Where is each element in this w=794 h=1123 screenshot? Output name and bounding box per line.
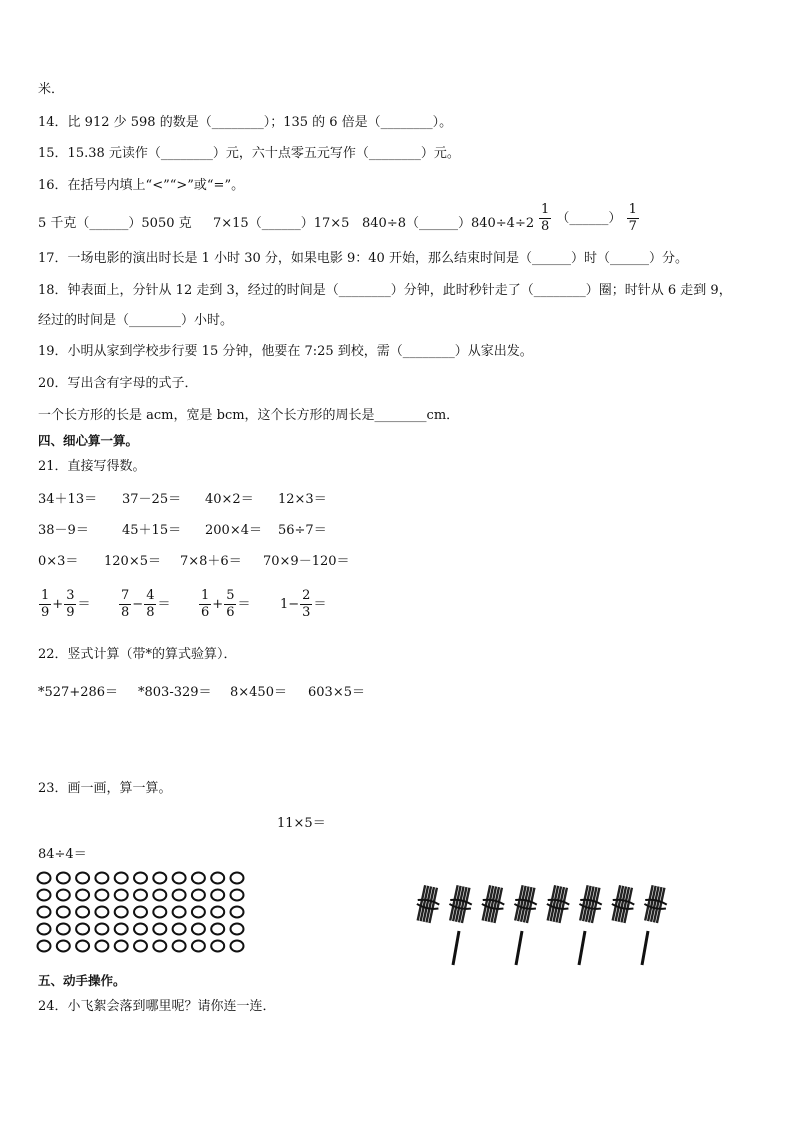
oval xyxy=(192,924,205,935)
operand: 1− xyxy=(280,597,300,612)
q16-item-2: 7×15（______）17×5 xyxy=(213,216,350,231)
denominator: 9 xyxy=(41,605,50,620)
q21-item: 7×8＋6＝ xyxy=(180,554,242,569)
line-continuation: 米． xyxy=(38,82,65,97)
oval xyxy=(192,907,205,918)
oval xyxy=(231,924,244,935)
oval xyxy=(173,907,186,918)
q22-item-4: 603×5＝ xyxy=(308,685,365,700)
oval xyxy=(57,873,70,884)
q23-left-expression: 84÷4＝ xyxy=(38,847,87,862)
oval xyxy=(211,924,224,935)
q21-item: 0×3＝ xyxy=(38,554,79,569)
q22-item-2: *803-329＝ xyxy=(138,685,212,700)
denominator: 6 xyxy=(201,605,210,620)
denominator: 8 xyxy=(541,219,550,234)
oval xyxy=(153,907,166,918)
fraction xyxy=(64,588,76,621)
q21-item: 34＋13＝ xyxy=(38,492,98,507)
question-22: 22．竖式计算（带*的算式验算）． xyxy=(38,647,237,662)
oval xyxy=(57,907,70,918)
question-23: 23．画一画，算一算。 xyxy=(38,781,172,796)
oval xyxy=(134,873,147,884)
numerator: 5 xyxy=(226,588,235,603)
oval xyxy=(153,941,166,952)
loose-stick xyxy=(642,931,648,965)
q21-item: 70×9－120＝ xyxy=(263,554,350,569)
oval xyxy=(173,873,186,884)
oval xyxy=(95,907,108,918)
question-14: 14．比 912 少 598 的数是（________）；135 的 6 倍是（________）。 xyxy=(38,115,453,130)
denominator: 6 xyxy=(226,605,235,620)
q21-fraction-1 xyxy=(38,588,90,621)
fraction xyxy=(539,202,551,235)
oval xyxy=(38,873,51,884)
loose-stick xyxy=(453,931,459,965)
stick-bundle xyxy=(414,884,443,924)
denominator: 8 xyxy=(146,605,155,620)
oval xyxy=(134,924,147,935)
oval xyxy=(192,890,205,901)
equals: ＝ xyxy=(313,597,327,612)
operator: − xyxy=(132,597,144,612)
stick-bundle xyxy=(479,884,508,924)
stick-bundles xyxy=(410,875,690,975)
q21-item: 40×2＝ xyxy=(205,492,254,507)
oval xyxy=(76,873,89,884)
oval xyxy=(134,941,147,952)
oval xyxy=(95,890,108,901)
loose-stick xyxy=(579,931,585,965)
oval xyxy=(192,873,205,884)
operator: + xyxy=(212,597,224,612)
fraction xyxy=(199,588,211,621)
denominator: 3 xyxy=(302,605,311,620)
oval xyxy=(115,873,128,884)
question-20: 20．写出含有字母的式子． xyxy=(38,376,198,391)
denominator: 7 xyxy=(628,219,637,234)
oval xyxy=(153,924,166,935)
q21-item: 56÷7＝ xyxy=(278,523,327,538)
oval xyxy=(76,924,89,935)
q16-item-4 xyxy=(538,202,640,235)
q21-item: 120×5＝ xyxy=(104,554,161,569)
fraction xyxy=(144,588,156,621)
numerator: 7 xyxy=(121,588,130,603)
fraction xyxy=(300,588,312,621)
oval xyxy=(57,941,70,952)
oval xyxy=(76,941,89,952)
q21-item: 38－9＝ xyxy=(38,523,89,538)
oval xyxy=(211,873,224,884)
oval xyxy=(38,924,51,935)
question-21: 21．直接写得数。 xyxy=(38,459,146,474)
oval xyxy=(95,873,108,884)
oval xyxy=(134,907,147,918)
question-15: 15．15.38 元读作（________）元，六十点零五元写作（________）元。 xyxy=(38,146,460,161)
oval xyxy=(211,907,224,918)
equals: ＝ xyxy=(157,597,171,612)
numerator: 2 xyxy=(302,588,311,603)
oval xyxy=(95,941,108,952)
oval xyxy=(115,890,128,901)
q21-fraction-2 xyxy=(118,588,170,621)
numerator: 1 xyxy=(41,588,50,603)
loose-stick xyxy=(516,931,522,965)
oval xyxy=(231,890,244,901)
oval xyxy=(153,890,166,901)
oval xyxy=(57,890,70,901)
stick-bundle xyxy=(609,884,638,924)
denominator: 9 xyxy=(66,605,75,620)
section-5-heading: 五、动手操作。 xyxy=(38,973,126,988)
stick-bundle xyxy=(641,884,670,924)
q22-item-1: *527+286＝ xyxy=(38,685,119,700)
oval xyxy=(38,890,51,901)
oval xyxy=(115,907,128,918)
question-18-part-2: 经过的时间是（________）小时。 xyxy=(38,313,234,328)
oval xyxy=(173,924,186,935)
numerator: 3 xyxy=(66,588,75,603)
oval xyxy=(211,890,224,901)
q22-item-3: 8×450＝ xyxy=(230,685,287,700)
q21-item: 45＋15＝ xyxy=(122,523,182,538)
q21-item: 200×4＝ xyxy=(205,523,262,538)
oval xyxy=(57,924,70,935)
numerator: 1 xyxy=(541,202,550,217)
denominator: 8 xyxy=(121,605,130,620)
q21-fraction-3 xyxy=(198,588,250,621)
q21-item: 37－25＝ xyxy=(122,492,182,507)
q21-item: 12×3＝ xyxy=(278,492,327,507)
q23-top-expression: 11×5＝ xyxy=(277,816,326,831)
fraction xyxy=(39,588,51,621)
fraction xyxy=(627,202,639,235)
stick-bundle xyxy=(576,884,605,924)
q16-item-1: 5 千克（______）5050 克 xyxy=(38,216,192,231)
oval xyxy=(115,924,128,935)
oval xyxy=(153,873,166,884)
oval xyxy=(134,890,147,901)
question-20-content: 一个长方形的长是 acm，宽是 bcm，这个长方形的周长是________cm． xyxy=(38,408,460,423)
q16-item-3: 840÷8（______）840÷4÷2 xyxy=(362,216,535,231)
oval xyxy=(95,924,108,935)
question-18-part-1: 18．钟表面上，分针从 12 走到 3，经过的时间是（________）分钟，此时秒针走了（________）圈；时针从 6 走到 9， xyxy=(38,283,732,298)
stick-bundle xyxy=(544,884,573,924)
equals: ＝ xyxy=(77,597,91,612)
oval xyxy=(173,941,186,952)
fraction xyxy=(119,588,131,621)
oval xyxy=(115,941,128,952)
oval xyxy=(231,941,244,952)
fraction xyxy=(224,588,236,621)
stick-bundle xyxy=(446,884,475,924)
oval xyxy=(38,941,51,952)
stick-bundle xyxy=(511,884,540,924)
question-16: 16．在括号内填上“<”“>”或“=”。 xyxy=(38,178,245,193)
operator: + xyxy=(52,597,64,612)
question-19: 19．小明从家到学校步行要 15 分钟，他要在 7:25 到校，需（________）从家出发。 xyxy=(38,344,533,359)
oval xyxy=(231,873,244,884)
section-4-heading: 四、细心算一算。 xyxy=(38,433,139,448)
question-17: 17．一场电影的演出时长是 1 小时 30 分，如果电影 9：40 开始，那么结束时间是（______）时（______）分。 xyxy=(38,251,688,266)
oval xyxy=(173,890,186,901)
equals: ＝ xyxy=(237,597,251,612)
oval xyxy=(76,907,89,918)
numerator: 4 xyxy=(146,588,155,603)
question-24: 24．小飞絮会落到哪里呢？请你连一连． xyxy=(38,999,276,1014)
oval xyxy=(38,907,51,918)
oval xyxy=(231,907,244,918)
numerator: 1 xyxy=(628,202,637,217)
numerator: 1 xyxy=(201,588,210,603)
oval xyxy=(76,890,89,901)
oval xyxy=(192,941,205,952)
q21-fraction-4 xyxy=(280,588,326,621)
oval xyxy=(211,941,224,952)
oval-grid xyxy=(36,870,276,960)
comparison-blank: （______） xyxy=(556,211,622,226)
